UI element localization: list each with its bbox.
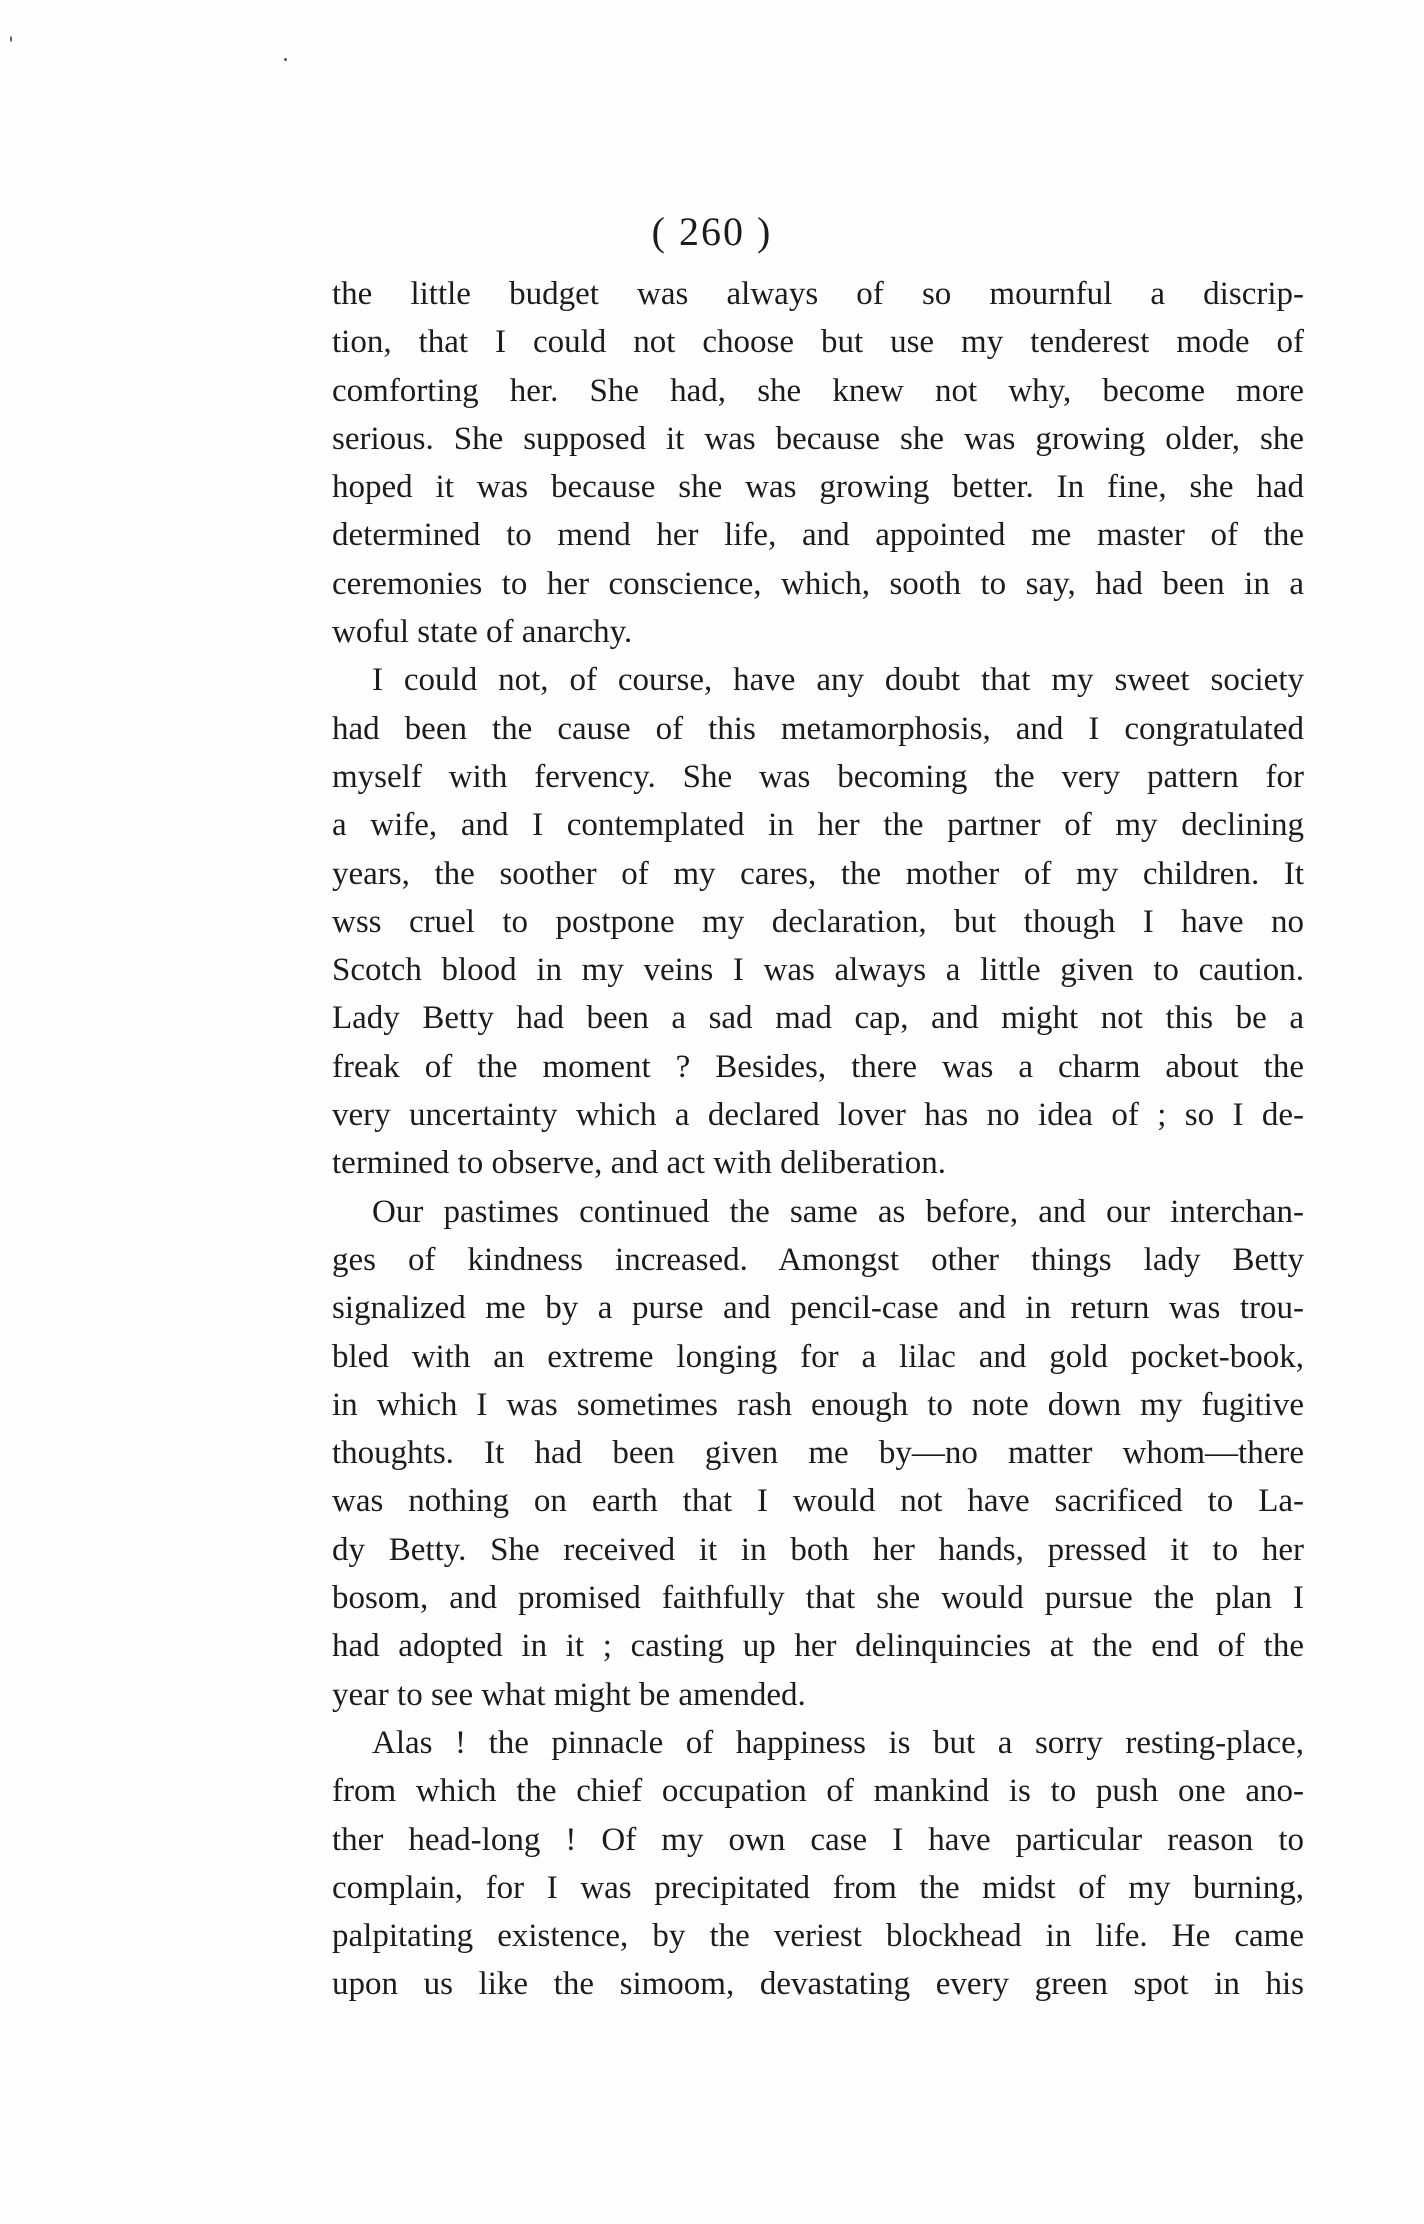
text-line: dy Betty. She received it in both her hands, pressed it to her xyxy=(332,1531,1304,1568)
text-line: years, the soother of my cares, the mother of my children. It xyxy=(332,855,1304,892)
text-line: Alas ! the pinnacle of happiness is but a sorry resting-place, xyxy=(372,1724,1304,1761)
text-line: ther head-long ! Of my own case I have particular reason to xyxy=(332,1821,1304,1858)
text-line: Our pastimes continued the same as before, and our interchan- xyxy=(372,1193,1304,1230)
text-line: the little budget was always of so mournful a discrip- xyxy=(332,276,1304,312)
text-line: had adopted in it ; casting up her delinquincies at the end of the xyxy=(332,1628,1304,1665)
text-line: determined to mend her life, and appointed me master of the xyxy=(332,517,1304,554)
text-line: from which the chief occupation of mankind is to push one ano- xyxy=(332,1773,1304,1810)
text-line: was nothing on earth that I would not have sacrificed to La- xyxy=(332,1483,1304,1520)
text-line: ges of kindness increased. Amongst other things lady Betty xyxy=(332,1241,1304,1278)
text-line: bosom, and promised faithfully that she would pursue the plan I xyxy=(332,1580,1304,1617)
text-line: very uncertainty which a declared lover has no idea of ; so I de- xyxy=(332,1097,1304,1134)
paragraph xyxy=(332,1719,1304,2009)
paper-speck xyxy=(10,36,12,42)
text-line: freak of the moment ? Besides, there was a charm about the xyxy=(332,1048,1304,1085)
text-line: woful state of anarchy. xyxy=(332,614,633,651)
text-line: myself with fervency. She was becoming the very pattern for xyxy=(332,758,1304,795)
text-line: had been the cause of this metamorphosis, and I congratulated xyxy=(332,710,1304,747)
text-line: serious. She supposed it was because she was growing older, she xyxy=(332,420,1304,457)
text-line: comforting her. She had, she knew not why, become more xyxy=(332,372,1304,409)
text-line: I could not, of course, have any doubt that my sweet society xyxy=(372,662,1304,699)
text-line: a wife, and I contemplated in her the partner of my declining xyxy=(332,807,1304,844)
text-line: palpitating existence, by the veriest blockhead in life. He came xyxy=(332,1918,1304,1955)
paper-speck xyxy=(284,58,287,61)
text-line: hoped it was because she was growing better. In fine, she had xyxy=(332,469,1304,506)
text-line: ceremonies to her conscience, which, sooth to say, had been in a xyxy=(332,565,1304,602)
text-line: upon us like the simoom, devastating every green spot in his xyxy=(332,1966,1304,2003)
page-number: ( 260 ) xyxy=(651,209,773,254)
paragraph xyxy=(332,656,1304,1187)
text-line: Lady Betty had been a sad mad cap, and might not this be a xyxy=(332,1000,1304,1037)
text-line: in which I was sometimes rash enough to note down my fugitive xyxy=(332,1386,1304,1423)
text-line: Scotch blood in my veins I was always a little given to caution. xyxy=(332,952,1304,989)
text-line: signalized me by a purse and pencil-case and in return was trou- xyxy=(332,1290,1304,1327)
paragraph xyxy=(332,270,1304,656)
text-line: termined to observe, and act with deliberation. xyxy=(332,1145,946,1182)
text-line: complain, for I was precipitated from the midst of my burning, xyxy=(332,1869,1304,1906)
text-line: bled with an extreme longing for a lilac and gold pocket-book, xyxy=(332,1338,1304,1375)
paragraph xyxy=(332,1188,1304,1719)
text-line: wss cruel to postpone my declaration, but though I have no xyxy=(332,903,1304,940)
text-line: thoughts. It had been given me by—no matter whom—there xyxy=(332,1435,1304,1472)
text-line: year to see what might be amended. xyxy=(332,1676,806,1713)
text-line: tion, that I could not choose but use my tenderest mode of xyxy=(332,324,1304,361)
body-text xyxy=(332,270,1304,2009)
